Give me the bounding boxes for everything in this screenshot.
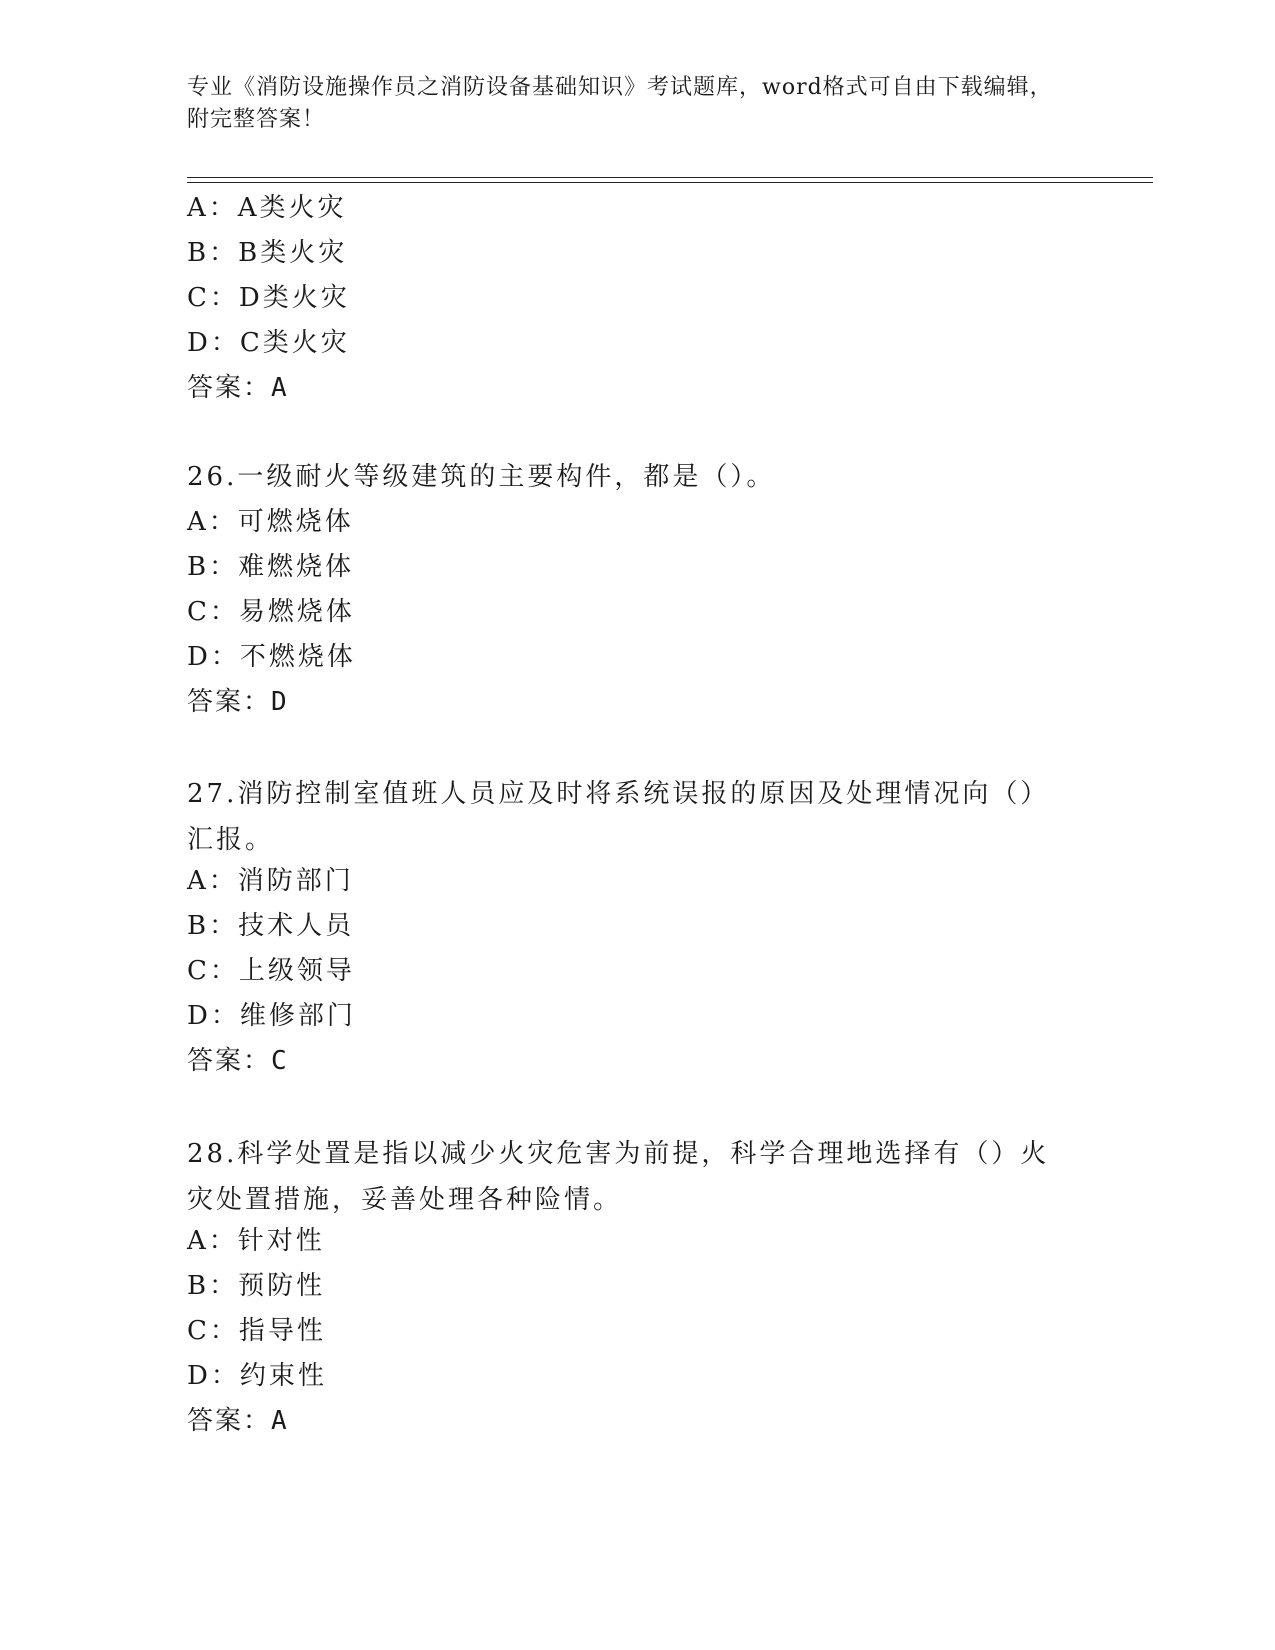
answer-value: A [271,1406,287,1436]
q25-option-c: C：D类火灾 [187,283,350,313]
q28-option-c: C：指导性 [187,1316,326,1346]
q28-option-b: B：预防性 [187,1271,326,1301]
q26-option-c: C：易燃烧体 [187,597,355,627]
q28-option-a: A：针对性 [187,1226,325,1256]
answer-value: C [271,1046,287,1076]
document-header: 专业《消防设施操作员之消防设备基础知识》考试题库，word格式可自由下载编辑，附完整答案！ [187,75,1053,132]
header-divider-top [187,177,1153,178]
q28-option-d: D：约束性 [187,1361,327,1391]
q26-stem: 26.一级耐火等级建筑的主要构件，都是（）。 [187,462,776,492]
answer-value: A [271,373,287,403]
q26-option-b: B：难燃烧体 [187,552,355,582]
q28-stem: 28.科学处置是指以减少火灾危害为前提，科学合理地选择有（）火灾处置措施，妥善处理各种险情。 [187,1139,1050,1215]
q27-option-d: D：维修部门 [187,1001,356,1031]
answer-value: D [271,687,287,717]
q27-option-b: B：技术人员 [187,911,355,941]
q26-option-d: D：不燃烧体 [187,642,356,672]
q25-option-d: D：C类火灾 [187,328,350,358]
q27-option-c: C：上级领导 [187,956,355,986]
answer-label: 答案： [187,1406,272,1436]
header-divider-bottom [187,182,1153,183]
answer-label: 答案： [187,373,272,403]
q26-option-a: A：可燃烧体 [187,507,354,537]
answer-label: 答案： [187,687,272,717]
q27-stem: 27.消防控制室值班人员应及时将系统误报的原因及处理情况向（）汇报。 [187,779,1050,855]
q25-option-a: A：A类火灾 [187,193,347,223]
q26-answer [187,685,287,719]
q28-answer [187,1404,287,1438]
q27-option-a: A：消防部门 [187,866,354,896]
q27-answer [187,1044,287,1078]
answer-label: 答案： [187,1046,272,1076]
q25-answer [187,371,287,405]
q25-option-b: B：B类火灾 [187,238,348,268]
